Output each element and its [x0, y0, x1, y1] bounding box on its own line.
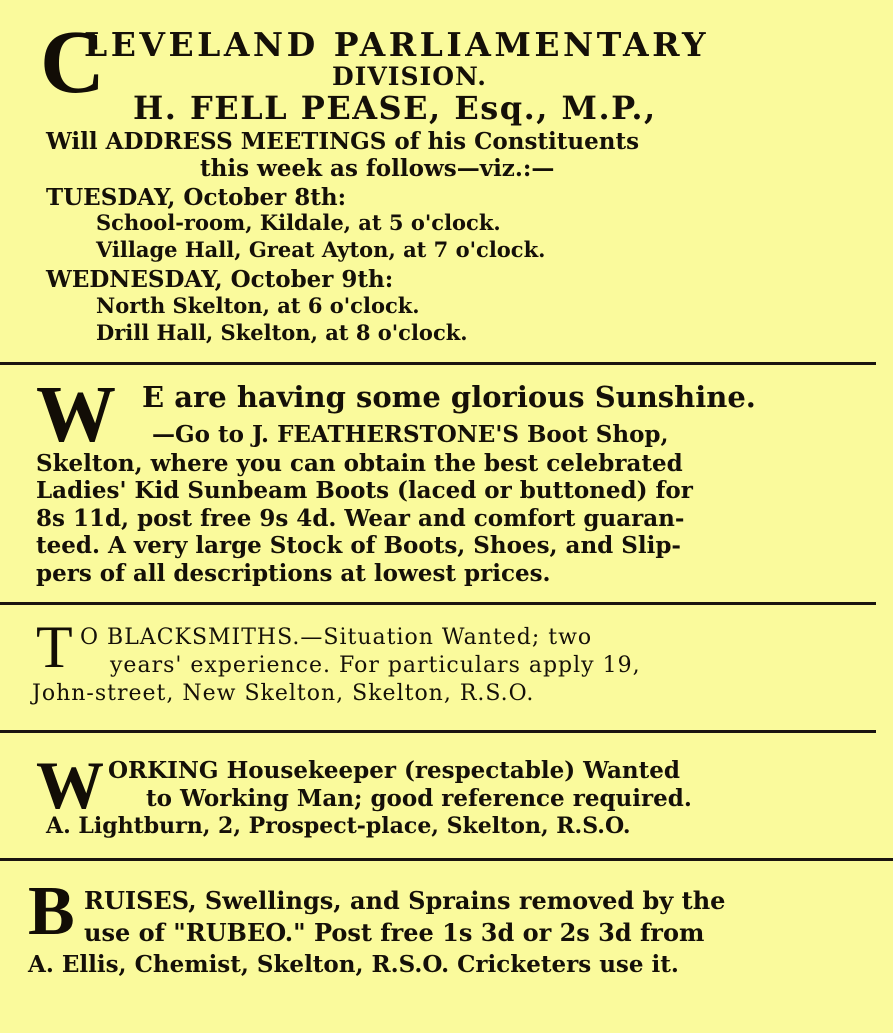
advert-cleveland-parliamentary [0, 0, 893, 362]
dropcap: B [28, 873, 75, 950]
meeting-venue: Village Hall, Great Ayton, at 7 o'clock. [96, 237, 546, 262]
advert-line: ORKING Housekeeper (respectable) Wanted [108, 757, 680, 784]
advert-blacksmiths [0, 605, 893, 730]
advert-line: John-street, New Skelton, Skelton, R.S.O. [32, 681, 535, 706]
advert-line: Ladies' Kid Sunbeam Boots (laced or buttoned) for [36, 477, 693, 504]
advert-line: teed. A very large Stock of Boots, Shoes, and Slip- [36, 532, 681, 559]
advert-line: use of "RUBEO." Post free 1s 3d or 2s 3d from [84, 918, 705, 947]
meeting-venue: School-room, Kildale, at 5 o'clock. [96, 210, 501, 235]
meeting-venue: North Skelton, at 6 o'clock. [96, 293, 420, 318]
dropcap: C [40, 13, 105, 112]
meeting-venue: Drill Hall, Skelton, at 8 o'clock. [96, 320, 468, 345]
dropcap: W [36, 747, 104, 823]
speaker-name: H. FELL PEASE, Esq., M.P., [133, 89, 657, 127]
advert-line: pers of all descriptions at lowest prices. [36, 560, 551, 587]
intro-line: Will ADDRESS MEETINGS of his Constituents [46, 128, 640, 155]
meeting-day: TUESDAY, October 8th: [46, 184, 347, 211]
advert-line: A. Lightburn, 2, Prospect-place, Skelton, R.S.O. [46, 813, 631, 839]
advert-housekeeper [0, 733, 893, 858]
intro-line: this week as follows—viz.:— [200, 155, 555, 182]
dropcap: W [36, 371, 116, 459]
advert-line: to Working Man; good reference required. [146, 785, 692, 812]
advert-title: LEVELAND PARLIAMENTARY [84, 25, 710, 64]
advert-line: A. Ellis, Chemist, Skelton, R.S.O. Cricketers use it. [28, 951, 679, 978]
dropcap: T [36, 614, 73, 680]
advert-rubeo [0, 861, 893, 1033]
advert-line: 8s 11d, post free 9s 4d. Wear and comfort guaran- [36, 505, 685, 532]
meeting-day: WEDNESDAY, October 9th: [46, 266, 394, 293]
advert-line: E are having some glorious Sunshine. [142, 380, 756, 414]
advert-subtitle: DIVISION. [332, 62, 487, 91]
advert-line: —Go to J. FEATHERSTONE'S Boot Shop, [152, 421, 669, 448]
advert-line: Skelton, where you can obtain the best celebrated [36, 450, 683, 477]
advert-line: O BLACKSMITHS.—Situation Wanted; two [80, 625, 593, 650]
advert-featherstone-boots [0, 365, 893, 602]
advert-line: years' experience. For particulars apply 19, [110, 653, 641, 678]
advert-line: RUISES, Swellings, and Sprains removed by the [84, 886, 726, 915]
